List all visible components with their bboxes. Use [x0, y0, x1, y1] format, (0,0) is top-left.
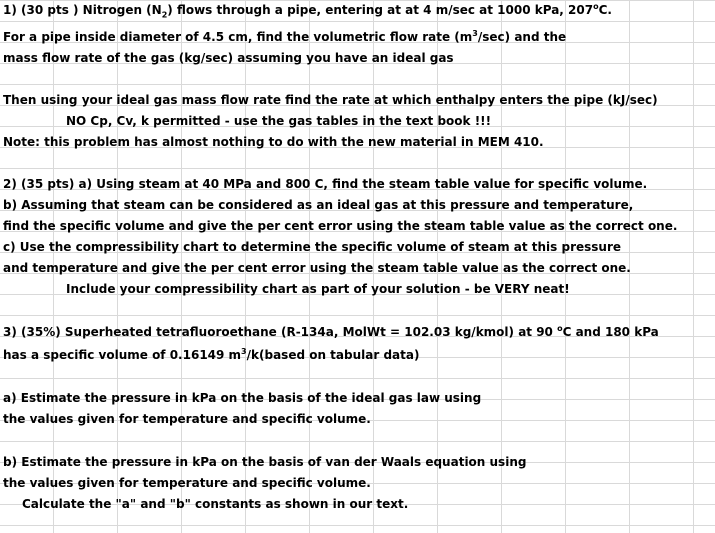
- p3-line-2-text-c: (based on tabular data): [259, 348, 420, 362]
- p2-line-4[interactable]: c) Use the compressibility chart to determine the specific volume of steam at this pressure: [3, 240, 622, 254]
- p2-line-3[interactable]: find the specific volume and give the per cent error using the steam table value as the correct one.: [3, 219, 678, 233]
- p1-line-1-subscript: 2: [161, 10, 168, 20]
- p1-line-3[interactable]: mass flow rate of the gas (kg/sec) assuming you have an ideal gas: [3, 51, 454, 65]
- p3-line-2-text-a: has a specific volume of 0.16149 m: [3, 348, 242, 362]
- p1-line-1-text-b: ) flows through a pipe, entering at at 4 m/sec at 1000 kPa, 207: [167, 3, 594, 17]
- p2-line-1[interactable]: 2) (35 pts) a) Using steam at 40 MPa and 800 C, find the steam table value for specific volume.: [3, 177, 648, 191]
- p1-line-1[interactable]: [3, 0, 612, 21]
- p1-line-4[interactable]: Then using your ideal gas mass flow rate find the rate at which enthalpy enters the pipe (kJ/sec): [3, 93, 658, 107]
- p1-line-5[interactable]: NO Cp, Cv, k permitted - use the gas tables in the text book !!!: [66, 114, 492, 128]
- p3-part-b-line-3[interactable]: Calculate the "a" and "b" constants as shown in our text.: [22, 497, 409, 511]
- p3-line-1-degree: o: [557, 324, 563, 333]
- p3-line-1-text-b: C and 180 kPa: [562, 325, 659, 339]
- p1-line-2-text-b: /sec) and the: [477, 30, 567, 44]
- p2-line-5[interactable]: and temperature and give the per cent error using the steam table value as the correct one.: [3, 261, 631, 275]
- p2-line-2[interactable]: b) Assuming that steam can be considered as an ideal gas at this pressure and temperature,: [3, 198, 634, 212]
- p3-line-2[interactable]: [3, 345, 419, 366]
- p1-line-2-text-a: For a pipe inside diameter of 4.5 cm, find the volumetric flow rate (m: [3, 30, 473, 44]
- p1-line-2[interactable]: [3, 27, 566, 48]
- p3-part-a-line-1[interactable]: a) Estimate the pressure in kPa on the basis of the ideal gas law using: [3, 391, 482, 405]
- p3-line-1-text-a: 3) (35%) Superheated tetrafluoroethane (R-134a, MolWt = 102.03 kg/kmol) at 90: [3, 325, 558, 339]
- p3-line-2-text-b: /k: [246, 348, 259, 362]
- p1-line-1-degree: o: [593, 2, 599, 11]
- p2-line-6[interactable]: Include your compressibility chart as part of your solution - be VERY neat!: [66, 282, 570, 296]
- p3-line-1[interactable]: [3, 322, 659, 343]
- p1-line-6[interactable]: Note: this problem has almost nothing to do with the new material in MEM 410.: [3, 135, 544, 149]
- p3-part-a-line-2[interactable]: the values given for temperature and specific volume.: [3, 412, 371, 426]
- p3-part-b-line-1[interactable]: b) Estimate the pressure in kPa on the basis of van der Waals equation using: [3, 455, 527, 469]
- p1-line-2-superscript: 3: [472, 29, 478, 38]
- p1-line-1-text-c: C.: [598, 3, 612, 17]
- p3-part-b-line-2[interactable]: the values given for temperature and specific volume.: [3, 476, 371, 490]
- p1-line-1-text-a: 1) (30 pts ) Nitrogen (N: [3, 3, 162, 17]
- p3-line-2-superscript: 3: [241, 347, 247, 356]
